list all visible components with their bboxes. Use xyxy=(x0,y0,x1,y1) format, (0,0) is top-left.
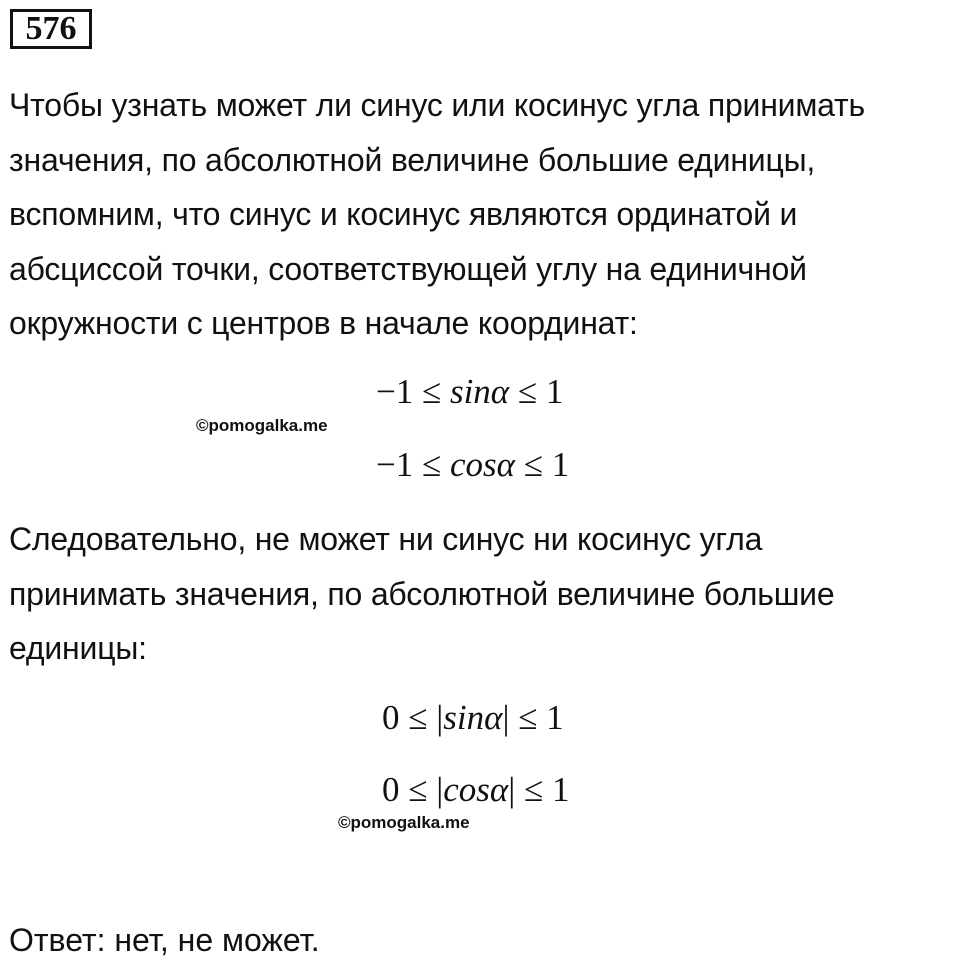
formula-variable: cosα xyxy=(449,445,515,484)
formula-left: 0 ≤ | xyxy=(382,698,444,737)
formula-variable: cosα xyxy=(443,770,509,809)
formula-right: ≤ 1 xyxy=(514,445,570,484)
problem-number: 576 xyxy=(10,9,92,49)
formula-variable: sinα xyxy=(443,698,503,737)
formula-left: −1 ≤ xyxy=(376,445,450,484)
conclusion-line: принимать значения, по абсолютной величине большие xyxy=(9,575,835,612)
formula-right: ≤ 1 xyxy=(509,372,564,411)
conclusion-line: единицы: xyxy=(9,630,147,666)
conclusion-paragraph xyxy=(9,512,834,676)
intro-paragraph xyxy=(9,78,865,351)
formula-abs-cos-range xyxy=(382,770,569,810)
formula-left: 0 ≤ | xyxy=(382,770,444,809)
intro-line: окружности с центров в начале координат: xyxy=(9,305,638,341)
intro-line: абсциссой точки, соответствующей углу на единичной xyxy=(9,250,807,287)
watermark: ©pomogalka.me xyxy=(196,416,328,435)
watermark: ©pomogalka.me xyxy=(338,813,470,832)
formula-left: −1 ≤ xyxy=(376,372,450,411)
formula-cos-range xyxy=(376,445,569,485)
answer-line: Ответ: нет, не может. xyxy=(9,922,320,958)
formula-abs-sin-range xyxy=(382,698,564,738)
conclusion-line: Следовательно, не может ни синус ни косинус угла xyxy=(9,521,763,557)
formula-right: | ≤ 1 xyxy=(508,770,570,809)
intro-line: вспомним, что синус и косинус являются ординатой и xyxy=(9,196,798,232)
formula-sin-range xyxy=(376,372,563,412)
formula-right: | ≤ 1 xyxy=(502,698,564,737)
intro-line: Чтобы узнать может ли синус или косинус угла принимать xyxy=(9,87,865,123)
intro-line: значения, по абсолютной величине большие единицы, xyxy=(9,141,816,178)
formula-variable: sinα xyxy=(449,372,510,411)
